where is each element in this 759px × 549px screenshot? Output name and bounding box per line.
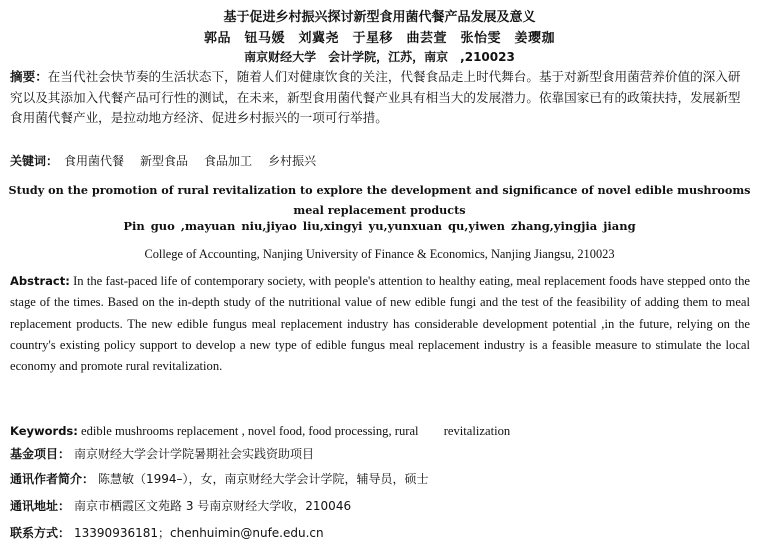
address-value: 南京市栖霞区文苑路 3 号南京财经大学收，210046 bbox=[74, 499, 352, 513]
mailing-address bbox=[10, 497, 351, 514]
contact-value: 13390936181；chenhuimin@nufe.edu.cn bbox=[74, 526, 324, 540]
chinese-keywords-label: 关键词： bbox=[10, 154, 59, 168]
fund-project bbox=[10, 445, 314, 462]
chinese-abstract bbox=[10, 67, 752, 129]
author-value: 陈慧敏（1994–），女，南京财经大学会计学院，辅导员，硕士 bbox=[98, 472, 429, 486]
chinese-affiliation: 南京财经大学 会计学院，江苏，南京 ,210023 bbox=[244, 50, 515, 64]
english-abstract bbox=[10, 271, 750, 377]
chinese-title: 基于促进乡村振兴探讨新型食用菌代餐产品发展及意义 bbox=[223, 10, 536, 25]
author-label: 通讯作者简介： bbox=[10, 472, 95, 486]
english-keywords-text: edible mushrooms replacement , novel food, food processing, rural revitalization bbox=[81, 424, 511, 438]
chinese-abstract-label: 摘要： bbox=[10, 69, 48, 84]
english-abstract-label: Abstract: bbox=[10, 274, 70, 288]
contact-label: 联系方式： bbox=[10, 526, 71, 540]
corresponding-author bbox=[10, 470, 429, 487]
contact-info bbox=[10, 524, 324, 541]
fund-label: 基金项目： bbox=[10, 447, 71, 461]
chinese-authors: 郭品 钮马媛 刘冀尧 于星移 曲芸萱 张怡雯 姜璎珈 bbox=[203, 31, 555, 46]
fund-value: 南京财经大学会计学院暑期社会实践资助项目 bbox=[74, 447, 315, 461]
english-authors: Pin guo ,mayuan niu,jiyao liu,xingyi yu,yunxuan qu,yiwen zhang,yingjia jiang bbox=[123, 219, 636, 233]
english-title: Study on the promotion of rural revitalization to explore the development and significance of novel edible mushrooms meal replacement products bbox=[8, 183, 751, 217]
english-keywords-label: Keywords: bbox=[10, 424, 78, 438]
chinese-abstract-text: 在当代社会快节奏的生活状态下，随着人们对健康饮食的关注，代餐食品走上时代舞台。基于对新型食用菌营养价值的深入研究以及其添加入代餐产品可行性的测试，在未来，新型食用菌代餐产业具有相当大的发展潜力。依靠国家已有的政策扶持，发展新型食用菌代餐产业，是拉动地方经济、促进乡村振兴的一项可行举措。 bbox=[10, 69, 741, 125]
keyword: 新型食品 bbox=[140, 154, 189, 168]
address-label: 通讯地址： bbox=[10, 499, 71, 513]
english-affiliation: College of Accounting, Nanjing University of Finance & Economics, Nanjing Jiangsu, 210023 bbox=[144, 247, 615, 261]
english-keywords bbox=[10, 420, 510, 439]
english-abstract-text: In the fast-paced life of contemporary society, with people's attention to healthy eating, meal replacement foods have stepped onto the stage of the times. Based on the in-depth study of the nutritional value of new edible fungi and the test of the feasibility of adding them to meal replacement products. The new edible fungus meal replacement industry has considerable development potential ,in the future, relying on the country's existing policy support to develop a new type of edible fungus meal replacement industry is a feasible measure to stimulate the local economy and promote rural revitalization. bbox=[10, 274, 750, 374]
keyword: 食品加工 bbox=[204, 154, 253, 168]
chinese-keywords bbox=[10, 152, 326, 169]
keyword: 乡村振兴 bbox=[268, 154, 317, 168]
keyword: 食用菌代餐 bbox=[64, 154, 125, 168]
